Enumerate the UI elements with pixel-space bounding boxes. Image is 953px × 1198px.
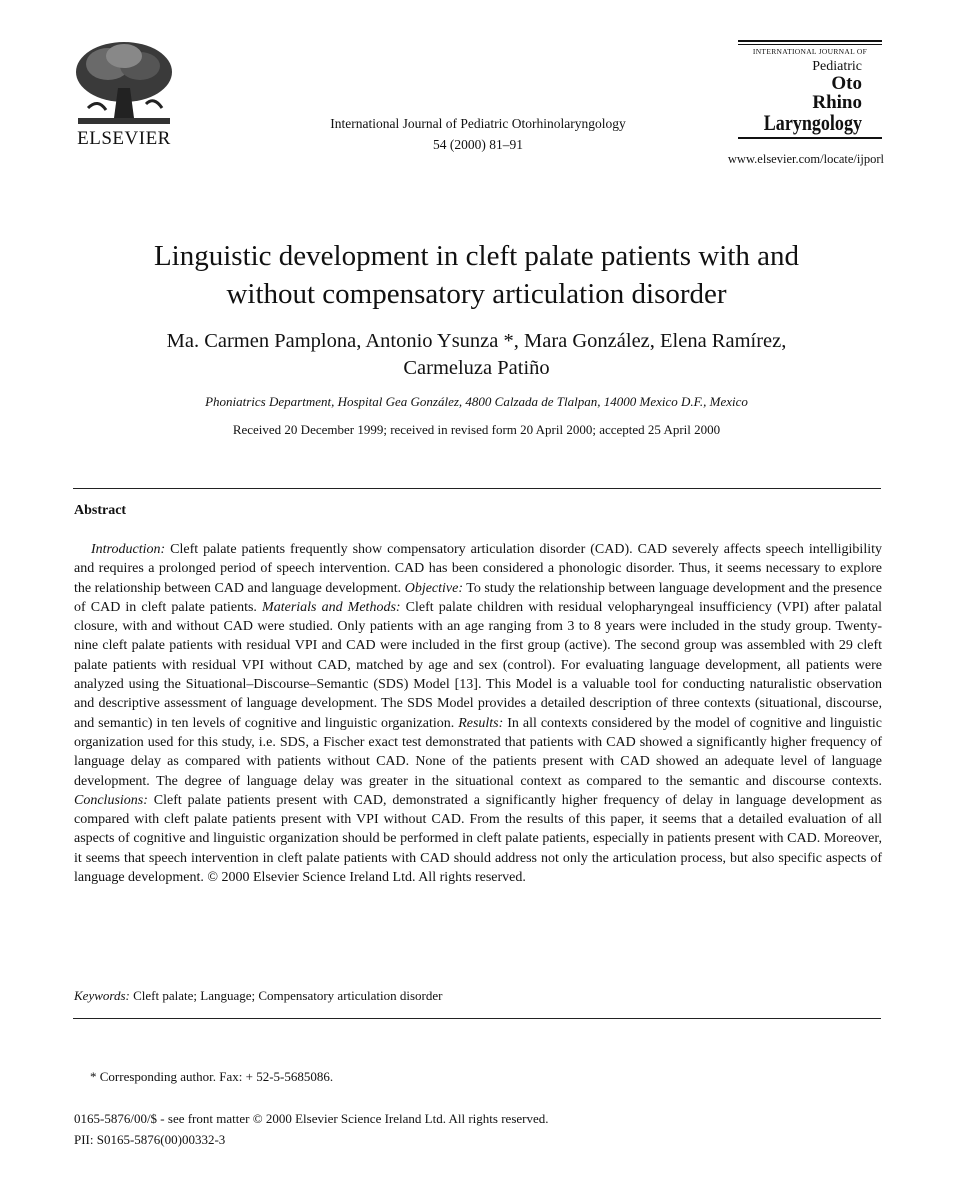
- authors-line: Ma. Carmen Pamplona, Antonio Ysunza *, Mara González, Elena Ramírez,: [166, 330, 787, 352]
- keywords-text: Cleft palate; Language; Compensatory articulation disorder: [129, 988, 443, 1003]
- abstract-label: Materials and Methods:: [262, 599, 401, 615]
- article-title: [60, 237, 893, 313]
- section-divider: [73, 488, 881, 489]
- keywords-label: Keywords:: [74, 988, 130, 1003]
- corresponding-author-footnote: * Corresponding author. Fax: + 52-5-5685086.: [90, 1069, 334, 1084]
- publisher-logo: [68, 38, 180, 150]
- abstract-label: Conclusions:: [74, 792, 148, 808]
- affiliation: Phoniatrics Department, Hospital Gea González, 4800 Calzada de Tlalpan, 14000 Mexico D.F., Mexico: [205, 394, 748, 409]
- masthead-line: Laryngology: [763, 110, 862, 135]
- abstract-label: Objective:: [404, 580, 463, 596]
- abstract-text: Cleft palate children with residual velopharyngeal insufficiency (VPI) after palatal closure, with and without CAD were studied. Only patients with an age ranging from 3 to 8 years were included in the study group. Twenty-nine cleft palate patients with residual VPI and CAD were included in the first group (active). The second group was assembled with 29 cleft palate patients with residual VPI without CAD, matched by age and sex (control). For evaluating language development, all patients were analyzed using the Situational–Discourse–Semantic (SDS) Model [13]. This Model is a valuable tool for conducting naturalistic observation and descriptive assessment of language development. The SDS Model provides a detailed description of three contexts (situational, discourse, and semantic) in ten levels of cognitive and linguistic organization.: [74, 599, 882, 731]
- author-list: [60, 328, 893, 382]
- masthead-rule: [738, 137, 882, 139]
- abstract-label: Results:: [458, 715, 504, 731]
- volume-info: 54 (2000) 81–91: [433, 137, 523, 152]
- received-dates: Received 20 December 1999; received in revised form 20 April 2000; accepted 25 April 2000: [232, 422, 721, 437]
- authors-line: Carmeluza Patiño: [403, 357, 550, 379]
- journal-url[interactable]: www.elsevier.com/locate/ijporl: [727, 152, 884, 166]
- keywords: [74, 988, 442, 1004]
- masthead-line: Oto: [831, 73, 862, 94]
- journal-masthead: [738, 40, 882, 139]
- abstract-text: Cleft palate patients frequently show compensatory articulation disorder (CAD). CAD severely affects speech intelligibility and requires a prolonged period of speech intervention. CAD has been considered a phonologic disorder. Thus, it seems necessary to explore the relationship between CAD and language development.: [74, 542, 882, 596]
- journal-citation: [298, 113, 658, 155]
- abstract-text: In all contexts considered by the model of cognitive and linguistic organization used for this study, i.e. SDS, a Fischer exact test demonstrated that patients with CAD showed a significantly higher frequency of language delay as compared with patients without CAD. None of the patients present with CAD showed an adequate level of language development. The degree of language delay was greater in the situational context as compared to the semantic and discourse contexts.: [74, 715, 882, 789]
- abstract-text: To study the relationship between language development and the presence of CAD in cleft palate patients.: [74, 580, 882, 615]
- masthead-line: Rhino: [812, 92, 862, 113]
- masthead-title: [738, 60, 882, 134]
- abstract-label: Introduction:: [91, 542, 166, 557]
- abstract-heading: Abstract: [74, 503, 127, 518]
- masthead-rule: [738, 44, 882, 45]
- publisher-name: ELSEVIER: [77, 128, 171, 149]
- journal-name: International Journal of Pediatric Otorhinolaryngology: [330, 116, 626, 131]
- title-line: without compensatory articulation disorder: [226, 278, 727, 310]
- masthead-small-text: INTERNATIONAL JOURNAL OF: [752, 47, 868, 56]
- front-matter-line: 0165-5876/00/$ - see front matter © 2000 Elsevier Science Ireland Ltd. All rights reserved.: [74, 1111, 549, 1126]
- elsevier-tree-icon: [68, 38, 180, 126]
- pii-line: PII: S0165-5876(00)00332-3: [74, 1132, 226, 1147]
- section-divider: [73, 1018, 881, 1019]
- masthead-rule: [738, 40, 882, 42]
- title-line: Linguistic development in cleft palate patients with and: [153, 240, 800, 272]
- abstract-text: Cleft palate patients present with CAD, demonstrated a significantly higher frequency of delay in language development as compared with cleft palate patients present with VPI without CAD. From the results of this paper, it seems that a detailed evaluation of all aspects of cognitive and linguistic organization should be performed in cleft palate patients, especially in patients present with CAD. Moreover, it seems that speech intervention in cleft palate patients with CAD should address not only the articulation process, but also specific aspects of language development. © 2000 Elsevier Science Ireland Ltd. All rights reserved.: [74, 792, 882, 886]
- abstract-body: [74, 540, 882, 887]
- masthead-line: Pediatric: [812, 59, 862, 74]
